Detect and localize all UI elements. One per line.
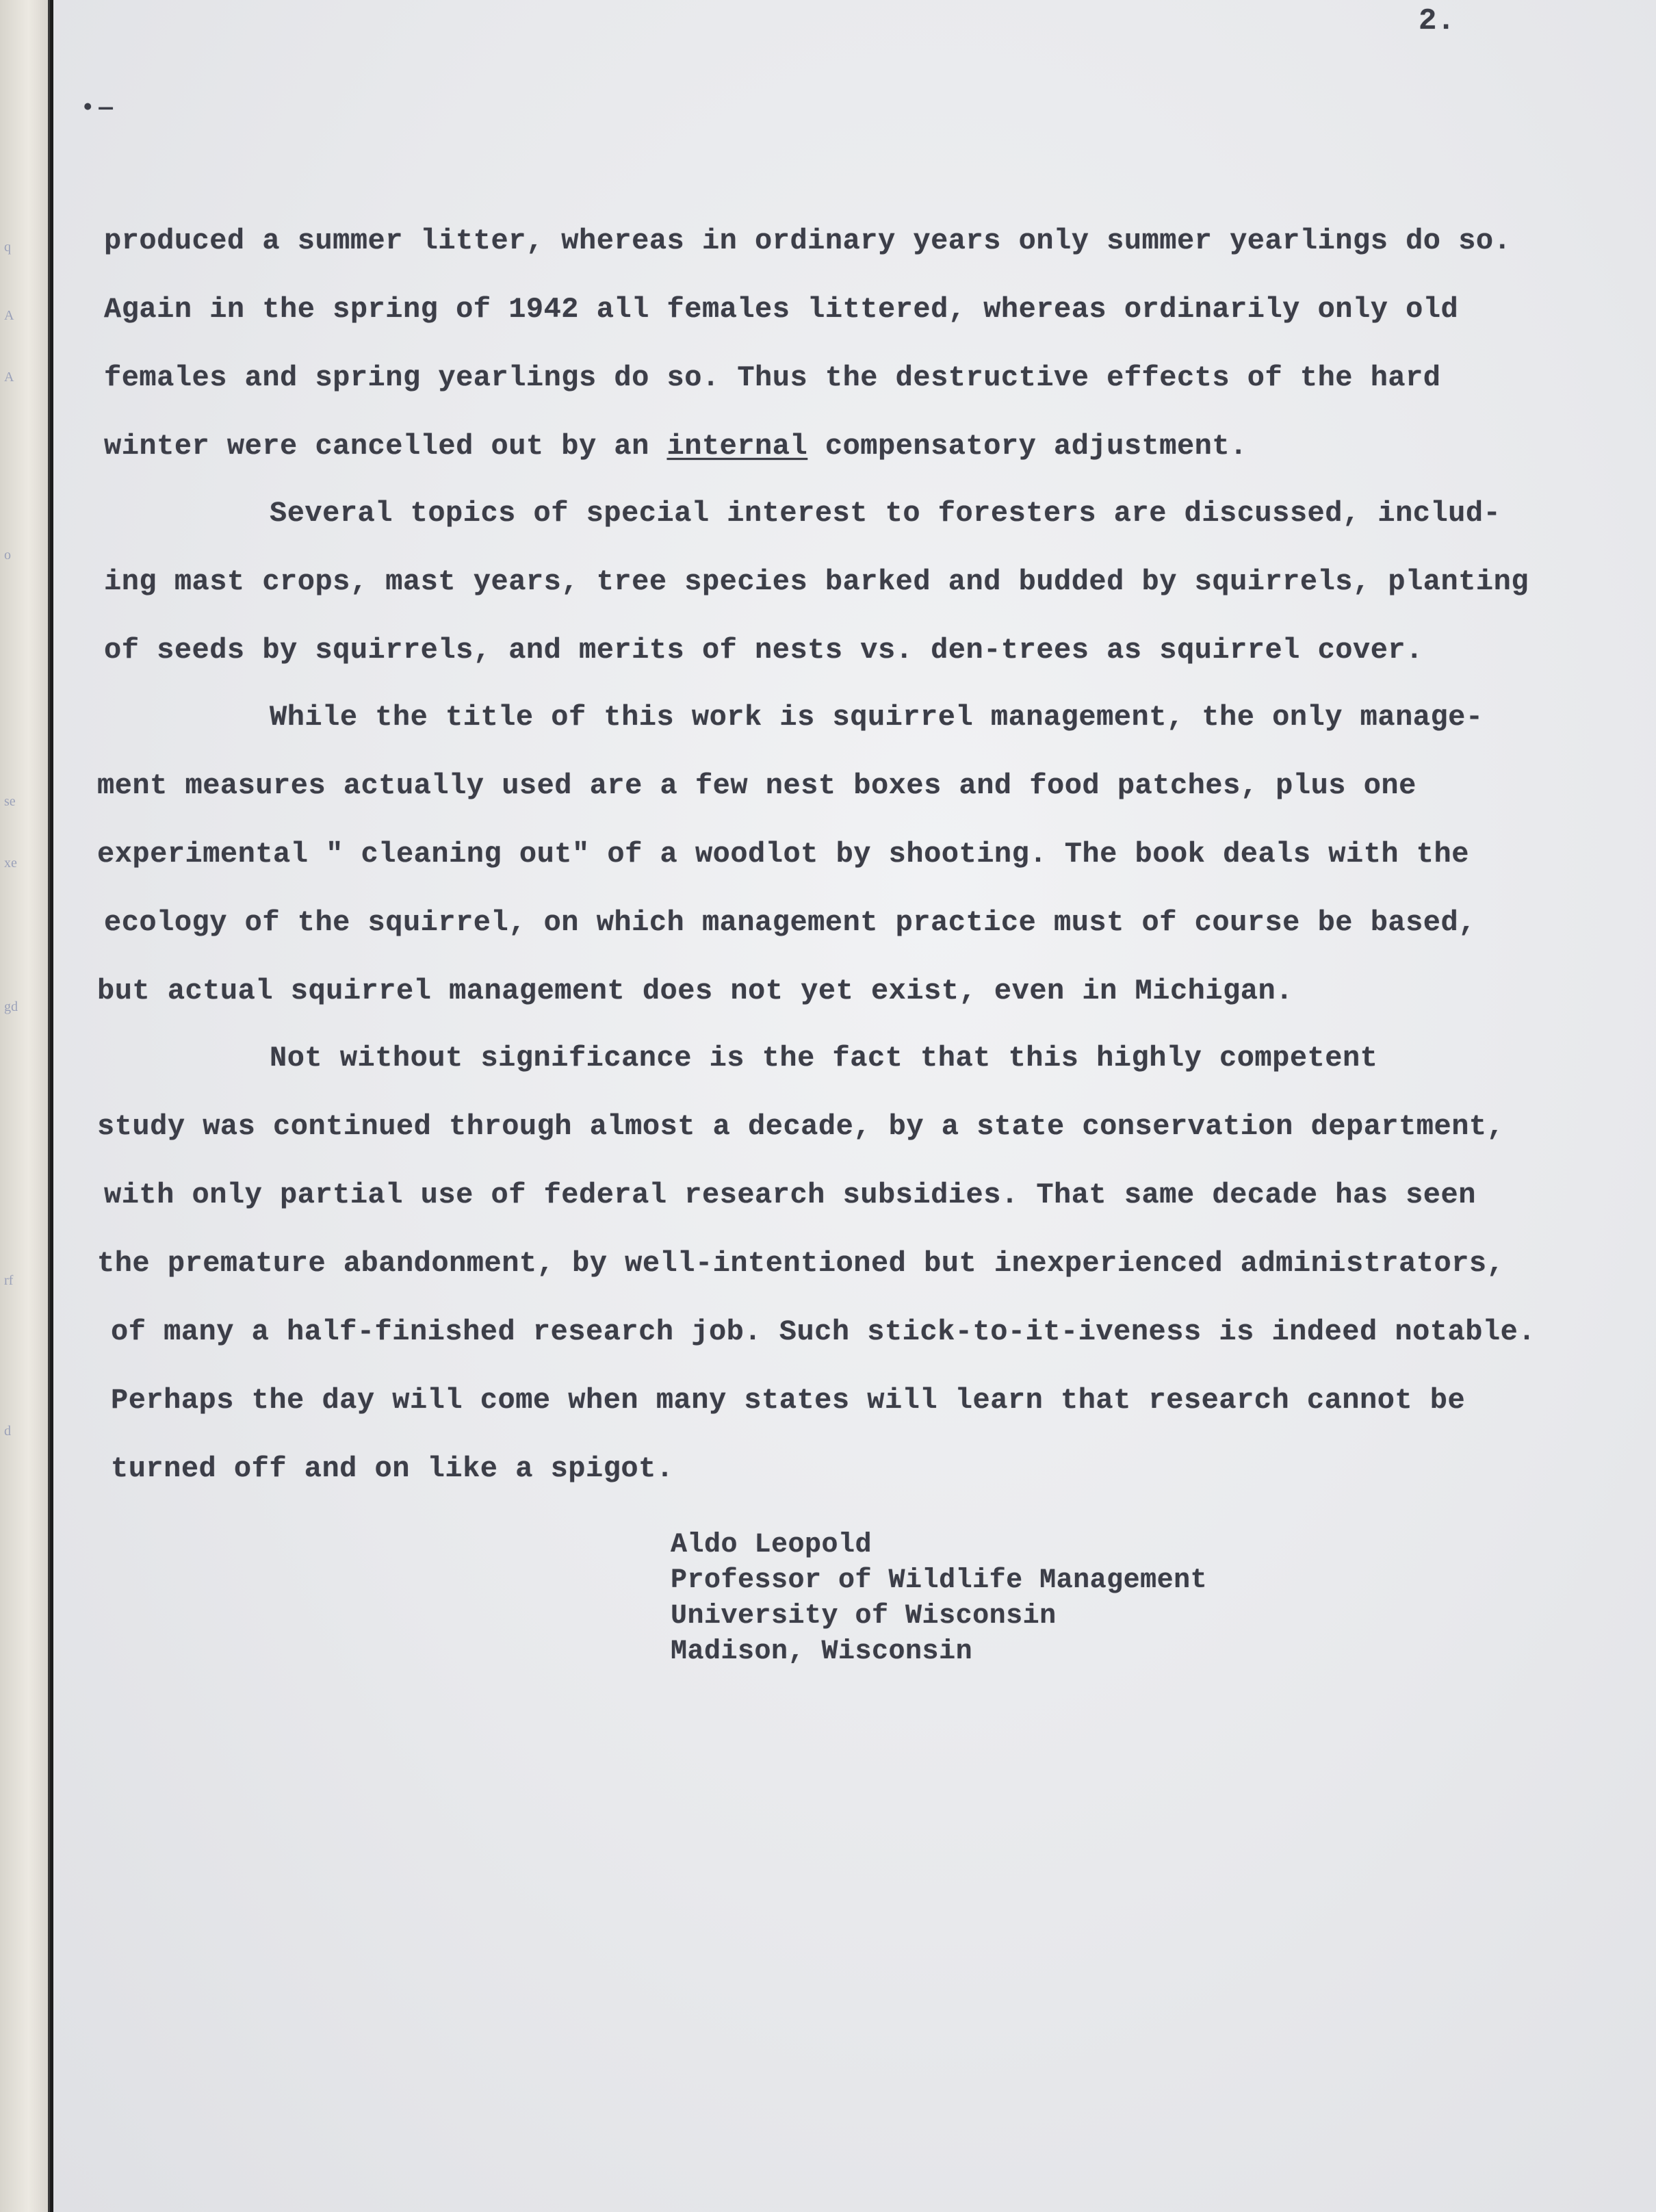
text-segment: compensatory adjustment. bbox=[807, 430, 1247, 463]
bleed-through-mark: o bbox=[4, 548, 11, 563]
signature-block bbox=[671, 1528, 1207, 1670]
bleed-through-mark: rf bbox=[4, 1273, 14, 1288]
text-line: Several topics of special interest to foresters are discussed, includ- bbox=[270, 497, 1501, 530]
text-line: Again in the spring of 1942 all females littered, whereas ordinarily only old bbox=[104, 293, 1459, 326]
text-line: ing mast crops, mast years, tree species barked and budded by squirrels, planting bbox=[104, 565, 1529, 598]
signature-name: Aldo Leopold bbox=[671, 1530, 872, 1560]
previous-page-edge bbox=[0, 0, 50, 2212]
bleed-through-mark: gd bbox=[4, 999, 18, 1014]
signature-title: Professor of Wildlife Management bbox=[671, 1565, 1208, 1596]
text-line: study was continued through almost a decade, by a state conservation department, bbox=[97, 1110, 1505, 1143]
bleed-through-mark: q bbox=[4, 240, 11, 255]
text-line: ment measures actually used are a few nest boxes and food patches, plus one bbox=[97, 769, 1416, 802]
text-line: experimental " cleaning out" of a woodlot by shooting. The book deals with the bbox=[97, 838, 1469, 871]
margin-mark: •— bbox=[81, 96, 117, 122]
text-segment: winter were cancelled out by an bbox=[104, 430, 667, 463]
underlined-word: internal bbox=[667, 430, 808, 463]
text-line: Perhaps the day will come when many states will learn that research cannot be bbox=[111, 1384, 1466, 1417]
text-line: of many a half-finished research job. Such stick-to-it-iveness is indeed notable. bbox=[111, 1315, 1536, 1348]
signature-institution: University of Wisconsin bbox=[671, 1601, 1057, 1632]
text-line: the premature abandonment, by well-intentioned but inexperienced administrators, bbox=[97, 1247, 1505, 1280]
text-line: While the title of this work is squirrel management, the only manage- bbox=[270, 701, 1484, 734]
typed-page bbox=[53, 0, 1656, 2212]
bleed-through-mark: xe bbox=[4, 856, 17, 871]
text-line: of seeds by squirrels, and merits of nests vs. den-trees as squirrel cover. bbox=[104, 634, 1423, 667]
text-line: Not without significance is the fact that this highly competent bbox=[270, 1042, 1378, 1075]
bleed-through-mark: A bbox=[4, 370, 14, 385]
bleed-through-mark: d bbox=[4, 1424, 11, 1439]
text-line bbox=[104, 430, 1247, 463]
bleed-through-mark: A bbox=[4, 308, 14, 323]
text-line: females and spring yearlings do so. Thus the destructive effects of the hard bbox=[104, 361, 1441, 394]
text-line: produced a summer litter, whereas in ordinary years only summer yearlings do so. bbox=[104, 224, 1512, 257]
signature-location: Madison, Wisconsin bbox=[671, 1636, 973, 1667]
text-line: but actual squirrel management does not yet exist, even in Michigan. bbox=[97, 975, 1293, 1007]
text-line: ecology of the squirrel, on which management practice must of course be based, bbox=[104, 906, 1476, 939]
text-line: turned off and on like a spigot. bbox=[111, 1452, 674, 1485]
text-line: with only partial use of federal research subsidies. That same decade has seen bbox=[104, 1179, 1476, 1211]
page-number: 2. bbox=[1419, 4, 1456, 38]
bleed-through-mark: se bbox=[4, 794, 16, 809]
